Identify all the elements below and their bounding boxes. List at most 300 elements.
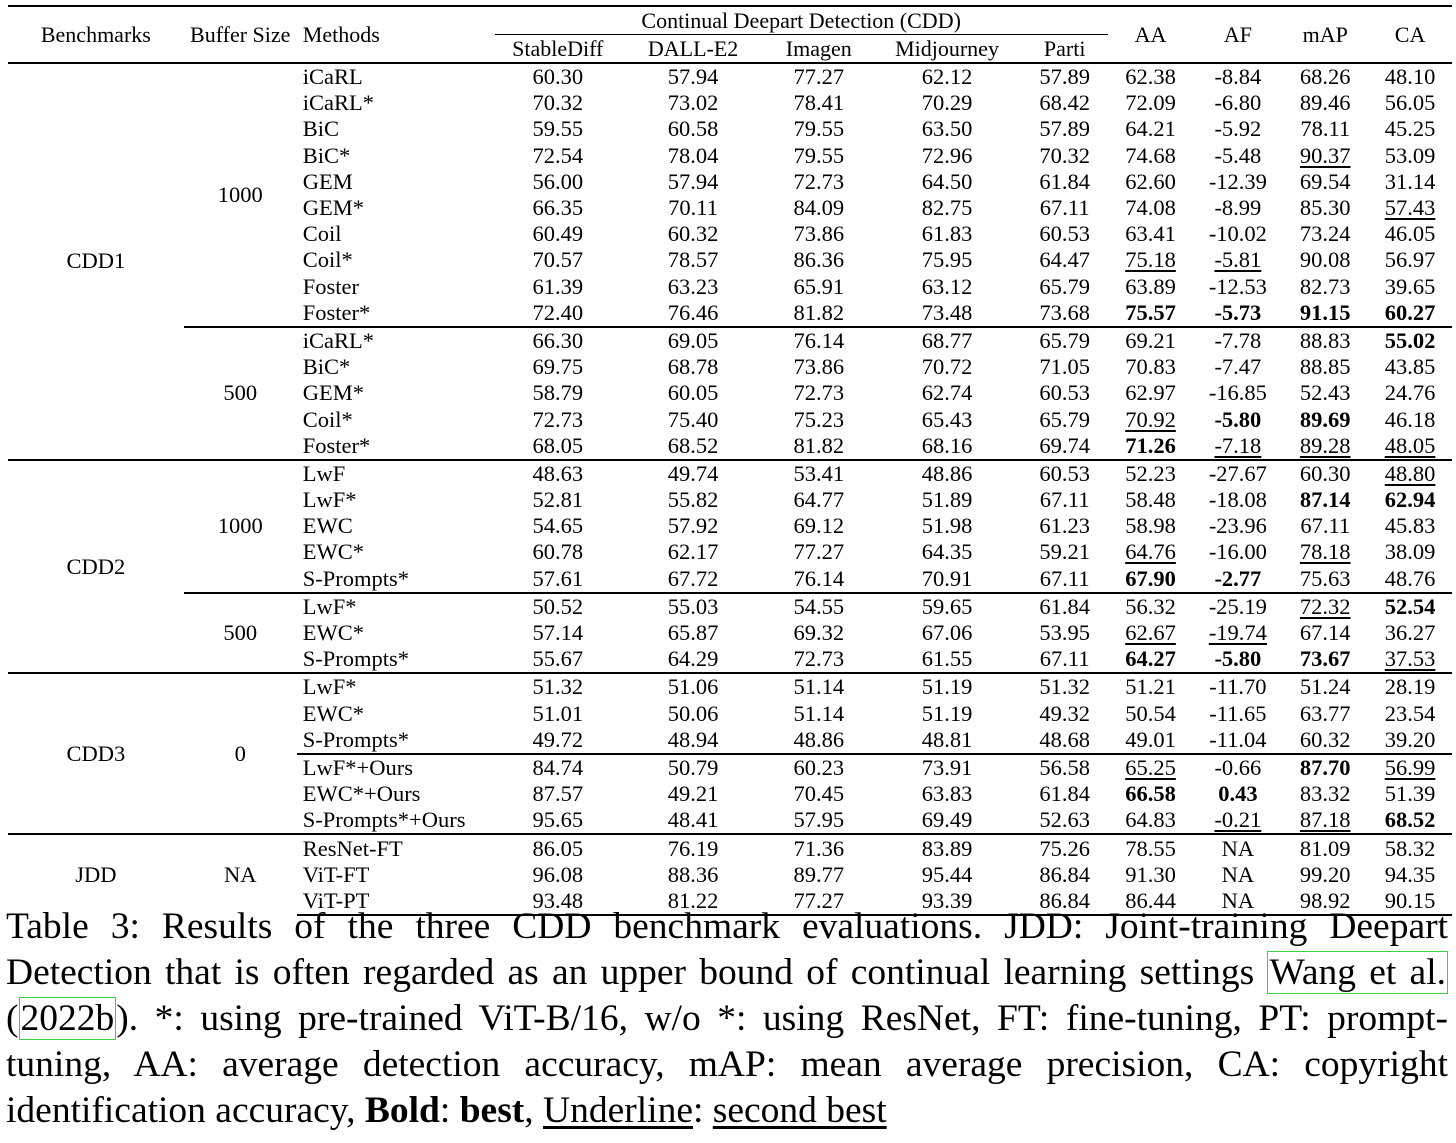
- value-cell-parti: [1022, 487, 1108, 513]
- value-cell-ca: [1368, 487, 1452, 513]
- value-text: 50.52: [532, 593, 584, 619]
- method-cell: Coil*: [302, 247, 353, 273]
- value-cell-parti: [1022, 195, 1108, 221]
- buffer-size-cell: NA: [184, 834, 297, 915]
- value-text: -2.77: [1214, 565, 1262, 591]
- value-cell-dalle2: [621, 300, 765, 327]
- method-cell: ViT-PT: [297, 888, 495, 915]
- value-cell-map: [1282, 195, 1368, 221]
- value-text: 53.95: [1039, 620, 1090, 646]
- value-text: -11.04: [1209, 726, 1267, 752]
- value-text: 56.00: [532, 168, 584, 194]
- value-cell-aa: [1108, 247, 1194, 273]
- value-cell-af: [1193, 380, 1282, 406]
- benchmark-cell: CDD1: [66, 248, 126, 274]
- value-cell-stablediff: [495, 274, 621, 300]
- value-text: 59.65: [921, 593, 973, 619]
- value-cell-midjourney: [872, 300, 1021, 327]
- value-text: 60.23: [793, 754, 845, 780]
- value-text: 60.49: [532, 221, 584, 247]
- value-text: 63.41: [1125, 221, 1176, 247]
- value-text: 69.74: [1039, 432, 1090, 458]
- value-cell-map: [1282, 300, 1368, 327]
- value-text: 56.58: [1039, 754, 1090, 780]
- value-text: 88.83: [1299, 327, 1351, 353]
- value-cell-imagen: [765, 487, 872, 513]
- value-text: 55.82: [667, 487, 719, 513]
- value-text: 62.38: [1125, 64, 1176, 90]
- value-cell-ca: [1368, 274, 1452, 300]
- buffer-size-cell: 500: [184, 327, 297, 460]
- buffer-size-cell: 500: [184, 593, 297, 674]
- value-cell-midjourney: [872, 754, 1021, 781]
- value-cell-midjourney: [872, 593, 1021, 620]
- value-text: 60.30: [1299, 460, 1351, 486]
- value-cell-ca: [1368, 406, 1452, 432]
- value-text: 86.36: [793, 247, 845, 273]
- value-cell-ca: [1368, 433, 1452, 460]
- value-cell-map: [1282, 460, 1368, 487]
- value-cell-midjourney: [872, 566, 1021, 593]
- value-cell-ca: [1368, 460, 1452, 487]
- value-cell-map: [1282, 701, 1368, 727]
- value-text: 71.26: [1125, 432, 1176, 458]
- value-text: 84.09: [793, 195, 845, 221]
- value-cell-aa: [1108, 354, 1194, 380]
- col-header-parti: Parti: [1022, 35, 1108, 64]
- value-text: 73.86: [793, 354, 845, 380]
- value-cell-af: [1193, 195, 1282, 221]
- caption-bold-label: Bold: [364, 1090, 440, 1131]
- value-cell-map: [1282, 539, 1368, 565]
- value-text: 89.77: [793, 861, 845, 887]
- value-cell-imagen: [765, 754, 872, 781]
- value-cell-aa: [1108, 807, 1194, 834]
- value-text: -5.73: [1214, 299, 1262, 325]
- value-cell-midjourney: [872, 781, 1021, 807]
- value-cell-imagen: [765, 834, 872, 861]
- value-text: 82.75: [921, 195, 973, 221]
- value-text: 89.46: [1299, 90, 1351, 116]
- value-cell-aa: [1108, 727, 1194, 754]
- value-cell-af: [1193, 90, 1282, 116]
- value-text: 65.79: [1039, 406, 1090, 432]
- value-text: -5.80: [1214, 406, 1262, 432]
- value-cell-stablediff: [495, 143, 621, 169]
- value-text: 70.72: [921, 354, 973, 380]
- value-text: 63.77: [1299, 700, 1351, 726]
- value-text: 67.11: [1039, 195, 1090, 221]
- value-text: -18.08: [1208, 487, 1267, 513]
- value-cell-ca: [1368, 247, 1452, 273]
- value-text: -16.85: [1208, 380, 1267, 406]
- value-text: 78.55: [1125, 835, 1176, 861]
- value-text: 76.14: [793, 327, 845, 353]
- col-header-aa: AA: [1108, 6, 1194, 63]
- value-text: 73.24: [1299, 221, 1351, 247]
- value-text: 75.23: [793, 406, 845, 432]
- value-text: 63.83: [921, 781, 973, 807]
- value-text: 64.76: [1125, 539, 1176, 565]
- method-cell: iCaRL*: [302, 90, 375, 116]
- value-cell-parti: [1022, 862, 1108, 888]
- value-cell-stablediff: [495, 221, 621, 247]
- value-text: 83.89: [921, 835, 973, 861]
- value-cell-parti: [1022, 116, 1108, 142]
- value-text: 51.32: [1039, 674, 1090, 700]
- value-text: 51.24: [1299, 674, 1351, 700]
- value-text: 76.46: [667, 299, 719, 325]
- value-text: -8.99: [1214, 195, 1262, 221]
- value-cell-imagen: [765, 221, 872, 247]
- value-text: 65.87: [667, 620, 719, 646]
- col-header-imagen: Imagen: [765, 35, 872, 64]
- value-cell-aa: [1108, 834, 1194, 861]
- value-text: 73.86: [793, 221, 845, 247]
- value-cell-ca: [1368, 807, 1452, 834]
- value-cell-af: [1193, 63, 1282, 90]
- value-text: NA: [1221, 887, 1255, 913]
- value-text: 51.32: [532, 674, 584, 700]
- value-text: -25.19: [1208, 593, 1267, 619]
- value-text: 48.80: [1384, 460, 1436, 486]
- value-text: 70.83: [1125, 354, 1176, 380]
- value-cell-dalle2: [621, 754, 765, 781]
- value-text: -7.78: [1214, 327, 1262, 353]
- value-text: 45.83: [1384, 513, 1436, 539]
- value-text: 49.32: [1039, 700, 1090, 726]
- value-text: 69.21: [1125, 327, 1176, 353]
- value-cell-map: [1282, 247, 1368, 273]
- value-cell-map: [1282, 63, 1368, 90]
- value-text: 51.01: [532, 700, 584, 726]
- value-cell-parti: [1022, 566, 1108, 593]
- value-cell-map: [1282, 807, 1368, 834]
- value-text: 68.52: [1384, 807, 1436, 833]
- value-cell-parti: [1022, 169, 1108, 195]
- value-text: 51.14: [793, 674, 845, 700]
- value-text: 68.77: [921, 327, 973, 353]
- value-text: 89.28: [1299, 432, 1351, 458]
- method-cell: S-Prompts*: [302, 646, 410, 672]
- table-body: [8, 63, 1452, 915]
- value-cell-dalle2: [621, 90, 765, 116]
- value-cell-map: [1282, 781, 1368, 807]
- value-cell-aa: [1108, 380, 1194, 406]
- value-cell-aa: [1108, 327, 1194, 354]
- value-text: 61.23: [1039, 513, 1090, 539]
- method-cell: ResNet-FT: [297, 834, 495, 861]
- value-cell-aa: [1108, 593, 1194, 620]
- value-cell-imagen: [765, 862, 872, 888]
- value-cell-dalle2: [621, 116, 765, 142]
- value-cell-dalle2: [621, 380, 765, 406]
- value-text: 73.48: [921, 299, 973, 325]
- value-cell-parti: [1022, 807, 1108, 834]
- value-text: 64.77: [793, 487, 845, 513]
- value-cell-map: [1282, 221, 1368, 247]
- value-text: 66.35: [532, 195, 584, 221]
- value-cell-imagen: [765, 781, 872, 807]
- value-cell-aa: [1108, 221, 1194, 247]
- value-text: 51.21: [1125, 674, 1176, 700]
- value-text: 74.08: [1125, 195, 1176, 221]
- value-cell-map: [1282, 513, 1368, 539]
- value-text: 78.11: [1300, 116, 1351, 142]
- value-text: 67.11: [1039, 487, 1090, 513]
- value-text: 87.70: [1299, 754, 1351, 780]
- value-cell-midjourney: [872, 169, 1021, 195]
- value-cell-map: [1282, 354, 1368, 380]
- value-text: -23.96: [1208, 513, 1267, 539]
- value-text: 75.63: [1299, 565, 1351, 591]
- caption-underline-word: second best: [712, 1090, 887, 1131]
- value-cell-parti: [1022, 63, 1108, 90]
- value-text: 95.65: [532, 807, 584, 833]
- value-text: 51.14: [793, 700, 845, 726]
- value-text: 78.41: [793, 90, 845, 116]
- value-cell-dalle2: [621, 646, 765, 673]
- method-cell: iCaRL*: [297, 327, 495, 354]
- value-cell-midjourney: [872, 807, 1021, 834]
- value-text: 39.65: [1384, 273, 1436, 299]
- method-cell: EWC*+Ours: [302, 781, 421, 807]
- method-cell: S-Prompts*: [302, 726, 410, 752]
- value-cell-af: [1193, 327, 1282, 354]
- value-text: 70.45: [793, 781, 845, 807]
- value-cell-midjourney: [872, 673, 1021, 700]
- col-header-dalle2: DALL-E2: [621, 35, 765, 64]
- value-cell-af: [1193, 646, 1282, 673]
- table-row: [8, 673, 1452, 700]
- value-text: 57.92: [667, 513, 719, 539]
- value-cell-af: [1193, 539, 1282, 565]
- method-cell: GEM: [302, 168, 353, 194]
- value-text: 43.85: [1384, 354, 1436, 380]
- value-text: 48.68: [1039, 726, 1090, 752]
- value-cell-aa: [1108, 754, 1194, 781]
- value-text: 68.16: [921, 432, 973, 458]
- method-cell: LwF*: [297, 673, 495, 700]
- value-text: 77.27: [793, 539, 845, 565]
- method-cell: BiC*: [302, 354, 351, 380]
- value-cell-dalle2: [621, 143, 765, 169]
- value-text: 48.05: [1384, 432, 1436, 458]
- table-row: [8, 63, 1452, 90]
- value-text: -8.84: [1214, 64, 1262, 90]
- value-cell-parti: [1022, 380, 1108, 406]
- value-cell-midjourney: [872, 380, 1021, 406]
- col-header-buffer-size: Buffer Size: [184, 6, 297, 63]
- value-text: 0.43: [1218, 781, 1258, 807]
- value-cell-aa: [1108, 513, 1194, 539]
- value-cell-imagen: [765, 620, 872, 646]
- value-cell-parti: [1022, 460, 1108, 487]
- value-cell-dalle2: [621, 63, 765, 90]
- value-text: 63.89: [1125, 273, 1176, 299]
- value-text: 84.74: [532, 754, 584, 780]
- caption-colon: :: [692, 1090, 713, 1131]
- value-cell-stablediff: [495, 673, 621, 700]
- value-text: 72.54: [532, 142, 584, 168]
- value-text: -0.66: [1214, 754, 1262, 780]
- value-text: 70.57: [532, 247, 584, 273]
- value-cell-af: [1193, 701, 1282, 727]
- value-cell-af: [1193, 566, 1282, 593]
- value-cell-midjourney: [872, 513, 1021, 539]
- value-cell-imagen: [765, 143, 872, 169]
- value-text: -5.80: [1214, 646, 1262, 672]
- citation-author-link[interactable]: Wang et al.: [1269, 952, 1446, 993]
- value-text: 68.78: [667, 354, 719, 380]
- value-cell-ca: [1368, 620, 1452, 646]
- value-text: 63.23: [667, 273, 719, 299]
- value-cell-map: [1282, 593, 1368, 620]
- method-cell: Foster: [302, 273, 360, 299]
- value-cell-map: [1282, 433, 1368, 460]
- value-text: 62.94: [1384, 487, 1436, 513]
- value-text: -12.39: [1208, 168, 1267, 194]
- value-cell-dalle2: [621, 513, 765, 539]
- citation-year-link[interactable]: 2022b: [20, 998, 115, 1039]
- value-cell-aa: [1108, 539, 1194, 565]
- value-text: 72.73: [793, 168, 845, 194]
- value-cell-midjourney: [872, 116, 1021, 142]
- value-text: -5.48: [1214, 142, 1262, 168]
- value-text: 48.86: [793, 726, 845, 752]
- value-text: 68.26: [1299, 64, 1351, 90]
- value-text: 38.09: [1384, 539, 1436, 565]
- value-cell-stablediff: [495, 701, 621, 727]
- value-cell-midjourney: [872, 727, 1021, 754]
- value-text: 78.57: [667, 247, 719, 273]
- value-text: 87.14: [1299, 487, 1351, 513]
- value-cell-stablediff: [495, 433, 621, 460]
- value-text: 57.94: [667, 168, 719, 194]
- value-text: 62.60: [1125, 168, 1176, 194]
- caption-text-1: Table 3: Results of the three CDD benchmark evaluations. JDD: Joint-training Deepart Detection that is often regarded as an upper bound of continual learning settings: [6, 906, 1448, 993]
- value-cell-midjourney: [872, 143, 1021, 169]
- value-text: 72.40: [532, 299, 584, 325]
- value-text: 75.57: [1125, 299, 1176, 325]
- value-cell-stablediff: [495, 807, 621, 834]
- value-cell-aa: [1108, 63, 1194, 90]
- buffer-size-cell: 1000: [217, 181, 263, 207]
- value-text: 51.89: [921, 487, 973, 513]
- value-text: -0.21: [1214, 807, 1262, 833]
- value-text: 89.69: [1299, 406, 1351, 432]
- value-cell-stablediff: [495, 727, 621, 754]
- value-cell-dalle2: [621, 327, 765, 354]
- value-text: 46.18: [1384, 406, 1436, 432]
- value-text: 50.06: [667, 700, 719, 726]
- value-cell-af: [1193, 406, 1282, 432]
- value-cell-imagen: [765, 90, 872, 116]
- value-text: 52.54: [1384, 593, 1436, 619]
- value-text: 63.12: [921, 273, 973, 299]
- value-text: -6.80: [1214, 90, 1262, 116]
- value-text: 68.42: [1039, 90, 1090, 116]
- value-cell-map: [1282, 862, 1368, 888]
- value-text: 75.40: [667, 406, 719, 432]
- value-cell-midjourney: [872, 433, 1021, 460]
- value-text: 57.89: [1039, 64, 1090, 90]
- value-text: 75.95: [921, 247, 973, 273]
- value-cell-midjourney: [872, 701, 1021, 727]
- benchmark-cell: CDD2: [8, 460, 184, 674]
- value-text: 61.84: [1039, 593, 1090, 619]
- value-cell-parti: [1022, 701, 1108, 727]
- method-cell: LwF: [297, 460, 495, 487]
- value-cell-ca: [1368, 862, 1452, 888]
- value-cell-parti: [1022, 327, 1108, 354]
- value-text: 82.73: [1299, 273, 1351, 299]
- value-cell-af: [1193, 862, 1282, 888]
- value-text: 28.19: [1384, 674, 1436, 700]
- value-cell-parti: [1022, 620, 1108, 646]
- value-cell-af: [1193, 169, 1282, 195]
- value-text: 73.68: [1039, 299, 1090, 325]
- value-text: 73.02: [667, 90, 719, 116]
- value-cell-midjourney: [872, 620, 1021, 646]
- value-cell-af: [1193, 460, 1282, 487]
- value-text: 60.58: [667, 116, 719, 142]
- value-cell-ca: [1368, 566, 1452, 593]
- value-cell-imagen: [765, 646, 872, 673]
- value-cell-dalle2: [621, 354, 765, 380]
- value-text: 65.43: [921, 406, 973, 432]
- value-cell-stablediff: [495, 566, 621, 593]
- value-text: 98.92: [1299, 887, 1351, 913]
- value-text: -12.53: [1208, 273, 1267, 299]
- value-cell-ca: [1368, 116, 1452, 142]
- value-text: 72.09: [1125, 90, 1176, 116]
- caption-bold-word: best: [459, 1090, 525, 1131]
- value-text: 50.54: [1125, 700, 1176, 726]
- method-cell: BiC: [302, 116, 340, 142]
- value-text: 52.63: [1039, 807, 1090, 833]
- value-cell-aa: [1108, 90, 1194, 116]
- value-cell-af: [1193, 143, 1282, 169]
- value-cell-aa: [1108, 433, 1194, 460]
- value-cell-aa: [1108, 620, 1194, 646]
- value-cell-dalle2: [621, 274, 765, 300]
- value-text: 62.74: [921, 380, 973, 406]
- col-header-stablediff: StableDiff: [495, 35, 621, 64]
- value-text: 56.99: [1384, 754, 1436, 780]
- value-text: 70.29: [921, 90, 973, 116]
- value-text: 68.05: [532, 432, 584, 458]
- value-text: 64.27: [1125, 646, 1176, 672]
- value-text: 81.09: [1299, 835, 1351, 861]
- value-cell-parti: [1022, 143, 1108, 169]
- value-cell-stablediff: [495, 354, 621, 380]
- value-cell-dalle2: [621, 807, 765, 834]
- value-cell-aa: [1108, 300, 1194, 327]
- value-text: 60.27: [1384, 299, 1436, 325]
- value-text: 76.19: [667, 835, 719, 861]
- value-text: 67.11: [1039, 565, 1090, 591]
- value-text: 48.10: [1384, 64, 1436, 90]
- value-cell-aa: [1108, 406, 1194, 432]
- method-cell: S-Prompts*+Ours: [302, 807, 466, 833]
- value-cell-af: [1193, 300, 1282, 327]
- value-cell-af: [1193, 727, 1282, 754]
- value-text: 61.84: [1039, 781, 1090, 807]
- value-cell-midjourney: [872, 460, 1021, 487]
- value-cell-map: [1282, 620, 1368, 646]
- value-cell-aa: [1108, 673, 1194, 700]
